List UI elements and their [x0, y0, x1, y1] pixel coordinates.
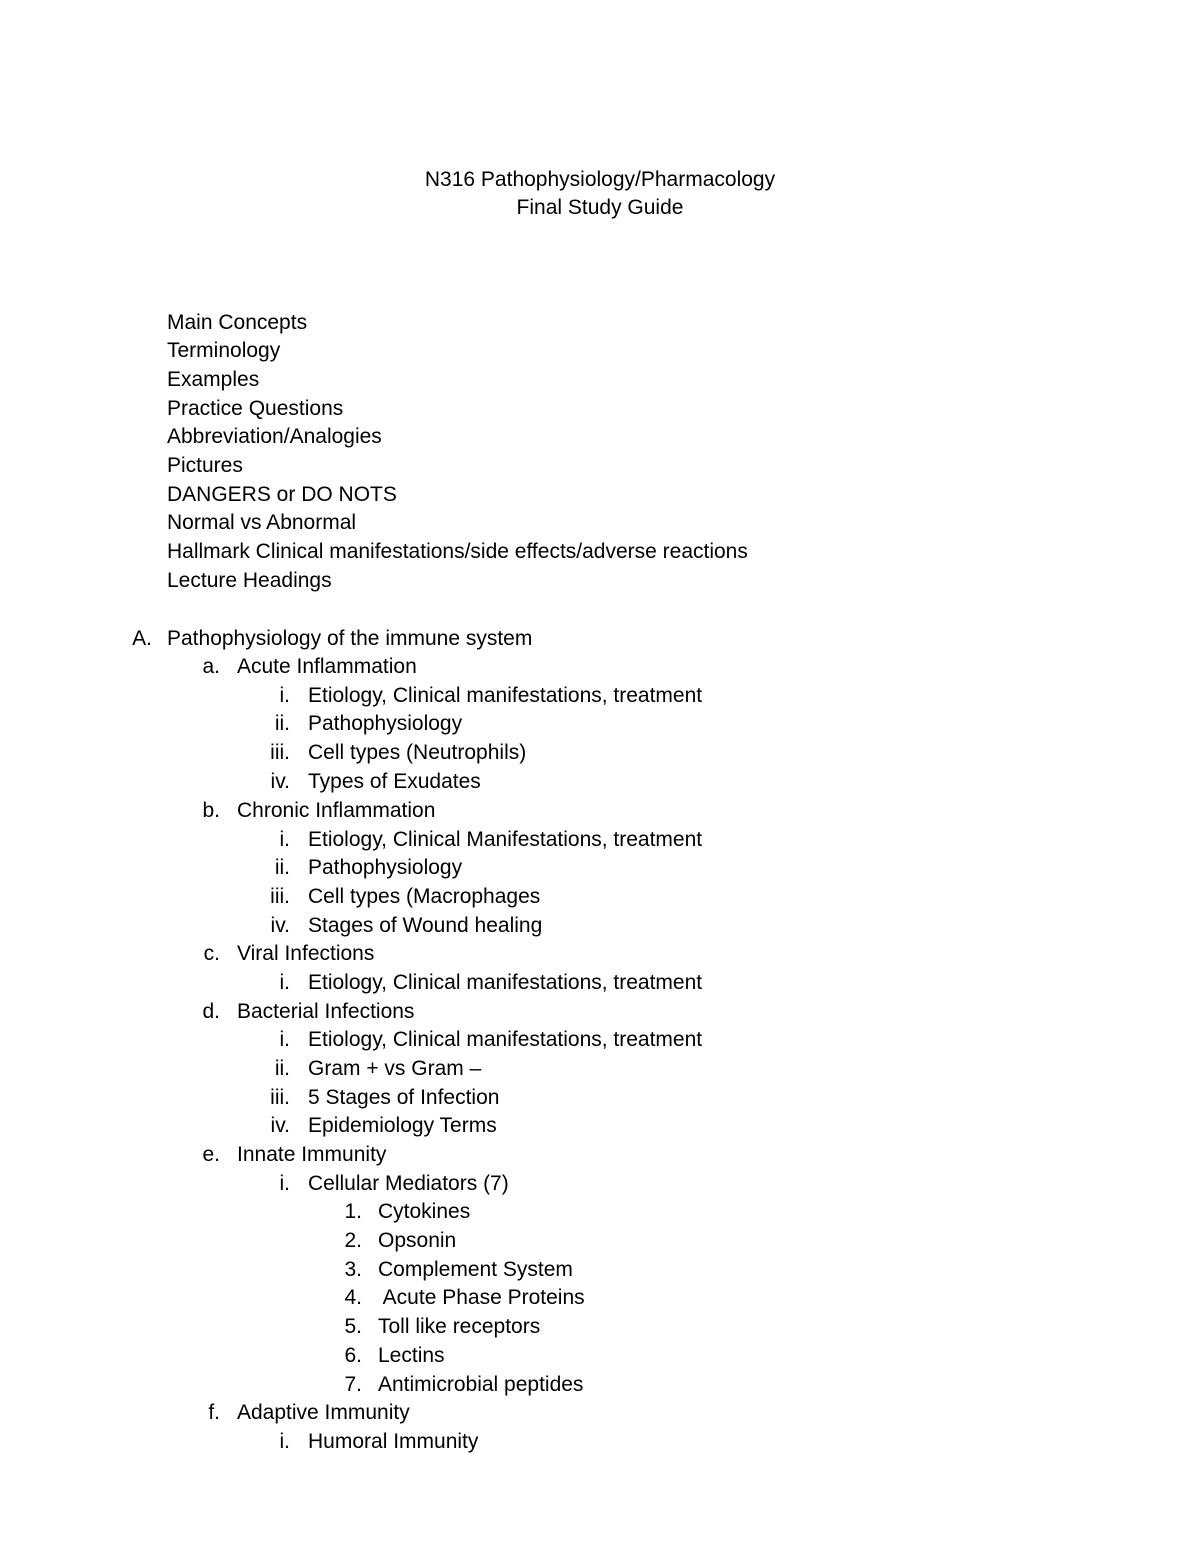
outline-subsection: Acute Inflammation [237, 655, 417, 678]
outline-marker: 3. [344, 1258, 362, 1281]
outline-item: 5 Stages of Infection [308, 1086, 500, 1109]
outline-item: Cellular Mediators (7) [308, 1172, 509, 1195]
outline-item: Etiology, Clinical manifestations, treatment [308, 971, 703, 994]
outline-marker: 2. [344, 1229, 362, 1252]
mediator-item: Toll like receptors [378, 1315, 541, 1338]
concept-item: Terminology [167, 339, 281, 362]
outline-marker: iv. [270, 1114, 290, 1137]
concept-item: Normal vs Abnormal [167, 511, 357, 534]
outline-section-heading: Pathophysiology of the immune system [167, 627, 533, 650]
outline-item: Pathophysiology [308, 856, 463, 879]
outline-item: Etiology, Clinical Manifestations, treatment [308, 828, 703, 851]
outline-item: Cell types (Macrophages [308, 885, 541, 908]
outline-marker: i. [279, 1430, 290, 1453]
outline-marker: i. [279, 1028, 290, 1051]
outline-item: Etiology, Clinical manifestations, treatment [308, 684, 703, 707]
outline-item: Gram + vs Gram – [308, 1057, 482, 1080]
mediator-item: Antimicrobial peptides [378, 1373, 584, 1396]
concept-item: Hallmark Clinical manifestations/side effects/adverse reactions [167, 540, 748, 563]
outline-marker: i. [279, 684, 290, 707]
outline-item: Types of Exudates [308, 770, 481, 793]
mediator-item: Opsonin [378, 1229, 457, 1252]
outline-marker: b. [202, 799, 220, 822]
outline-marker: A. [132, 627, 152, 650]
concept-item: Main Concepts [167, 311, 308, 334]
outline-marker: iii. [270, 741, 290, 764]
document-header [0, 166, 1200, 222]
concept-item: DANGERS or DO NOTS [167, 483, 397, 506]
outline-marker: ii. [274, 1057, 290, 1080]
outline-marker: i. [279, 828, 290, 851]
mediator-item: Lectins [378, 1344, 445, 1367]
outline-marker: 4. [344, 1286, 362, 1309]
outline-subsection: Adaptive Immunity [237, 1401, 410, 1424]
outline-item: Cell types (Neutrophils) [308, 741, 527, 764]
mediator-item: Cytokines [378, 1200, 471, 1223]
outline-marker: 5. [344, 1315, 362, 1338]
document-subtitle: Final Study Guide [516, 196, 684, 219]
outline-item: Humoral Immunity [308, 1430, 479, 1453]
mediator-item: Complement System [378, 1258, 573, 1281]
outline-marker: i. [279, 1172, 290, 1195]
outline-subsection: Viral Infections [237, 942, 375, 965]
outline-marker: iii. [270, 1086, 290, 1109]
outline-marker: 7. [344, 1373, 362, 1396]
concept-item: Abbreviation/Analogies [167, 425, 382, 448]
outline-marker: 1. [344, 1200, 362, 1223]
outline-marker: c. [203, 942, 220, 965]
outline-marker: a. [202, 655, 220, 678]
outline-marker: i. [279, 971, 290, 994]
document-title: N316 Pathophysiology/Pharmacology [424, 168, 776, 191]
concept-item: Practice Questions [167, 397, 344, 420]
outline-marker: iv. [270, 770, 290, 793]
mediator-item: Acute Phase Proteins [378, 1286, 585, 1309]
outline-item: Epidemiology Terms [308, 1114, 497, 1137]
outline-item: Stages of Wound healing [308, 914, 543, 937]
concept-item: Examples [167, 368, 260, 391]
outline-marker: iii. [270, 885, 290, 908]
concept-item: Lecture Headings [167, 569, 332, 592]
outline-marker: iv. [270, 914, 290, 937]
outline-item: Pathophysiology [308, 712, 463, 735]
outline-marker: 6. [344, 1344, 362, 1367]
outline-item: Etiology, Clinical manifestations, treatment [308, 1028, 703, 1051]
concept-item: Pictures [167, 454, 243, 477]
outline-subsection: Chronic Inflammation [237, 799, 436, 822]
outline-marker: e. [202, 1143, 220, 1166]
outline-subsection: Innate Immunity [237, 1143, 387, 1166]
outline-marker: d. [202, 1000, 220, 1023]
outline-subsection: Bacterial Infections [237, 1000, 415, 1023]
outline-marker: ii. [274, 856, 290, 879]
outline-marker: ii. [274, 712, 290, 735]
outline-marker: f. [208, 1401, 220, 1424]
